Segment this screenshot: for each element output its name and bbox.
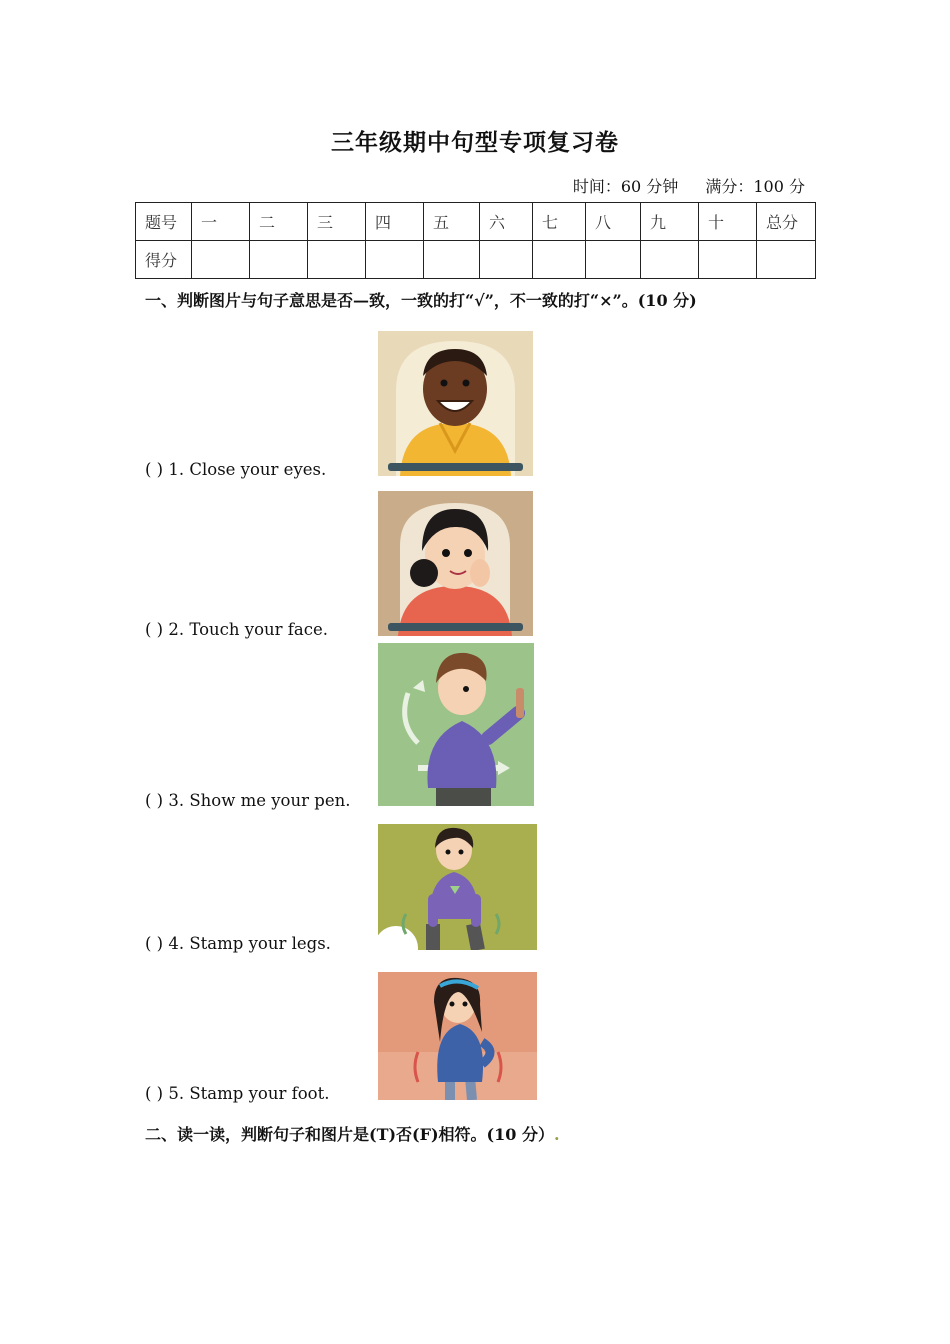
table-cell: 五 [424, 203, 480, 241]
illustration-girl-hands-on-hips [378, 972, 537, 1100]
question-3: ( ) 3. Show me your pen. [145, 791, 351, 810]
table-cell: 总分 [757, 203, 816, 241]
table-cell: 四 [366, 203, 424, 241]
score-entry-cell[interactable] [533, 241, 586, 279]
score-table [135, 202, 816, 279]
table-cell: 二 [250, 203, 308, 241]
page-title: 三年级期中句型专项复习卷 [331, 129, 619, 156]
table-cell: 三 [308, 203, 366, 241]
table-cell: 得分 [136, 241, 192, 279]
table-cell: 题号 [136, 203, 192, 241]
score-entry-cell[interactable] [192, 241, 250, 279]
score-entry-cell[interactable] [308, 241, 366, 279]
table-cell: 八 [586, 203, 641, 241]
table-cell: 九 [641, 203, 699, 241]
table-cell: 十 [699, 203, 757, 241]
exam-time: 时间：60 分钟 [572, 177, 679, 196]
illustration-boy-touching-knees [378, 824, 537, 950]
section-1-heading: 一、判断图片与句子意思是否—致，一致的打“√”，不一致的打“×”。(10 分) [145, 291, 697, 310]
score-table-header-row [136, 203, 816, 241]
score-entry-cell[interactable] [586, 241, 641, 279]
table-cell: 七 [533, 203, 586, 241]
score-entry-cell[interactable] [757, 241, 816, 279]
table-cell: 六 [480, 203, 533, 241]
score-entry-cell[interactable] [366, 241, 424, 279]
score-entry-cell[interactable] [641, 241, 699, 279]
illustration-boy-waving [378, 643, 534, 806]
illustration-boy-smiling [378, 331, 533, 476]
section-2-heading [145, 1122, 560, 1145]
section-2-heading-text: 二、读一读，判断句子和图片是(T)否(F)相符。(10 分） [145, 1125, 554, 1144]
section-2-trailing-mark: . [553, 1125, 560, 1144]
exam-full-score: 满分：100 分 [705, 177, 805, 196]
exam-meta [573, 174, 805, 197]
question-5: ( ) 5. Stamp your foot. [145, 1084, 330, 1103]
score-entry-cell[interactable] [424, 241, 480, 279]
table-cell: 一 [192, 203, 250, 241]
score-entry-cell[interactable] [480, 241, 533, 279]
question-2: ( ) 2. Touch your face. [145, 620, 328, 639]
illustration-girl-touching-face [378, 491, 533, 636]
score-entry-cell[interactable] [250, 241, 308, 279]
question-1: ( ) 1. Close your eyes. [145, 460, 327, 479]
score-table-score-row [136, 241, 816, 279]
question-4: ( ) 4. Stamp your legs. [145, 934, 331, 953]
score-entry-cell[interactable] [699, 241, 757, 279]
